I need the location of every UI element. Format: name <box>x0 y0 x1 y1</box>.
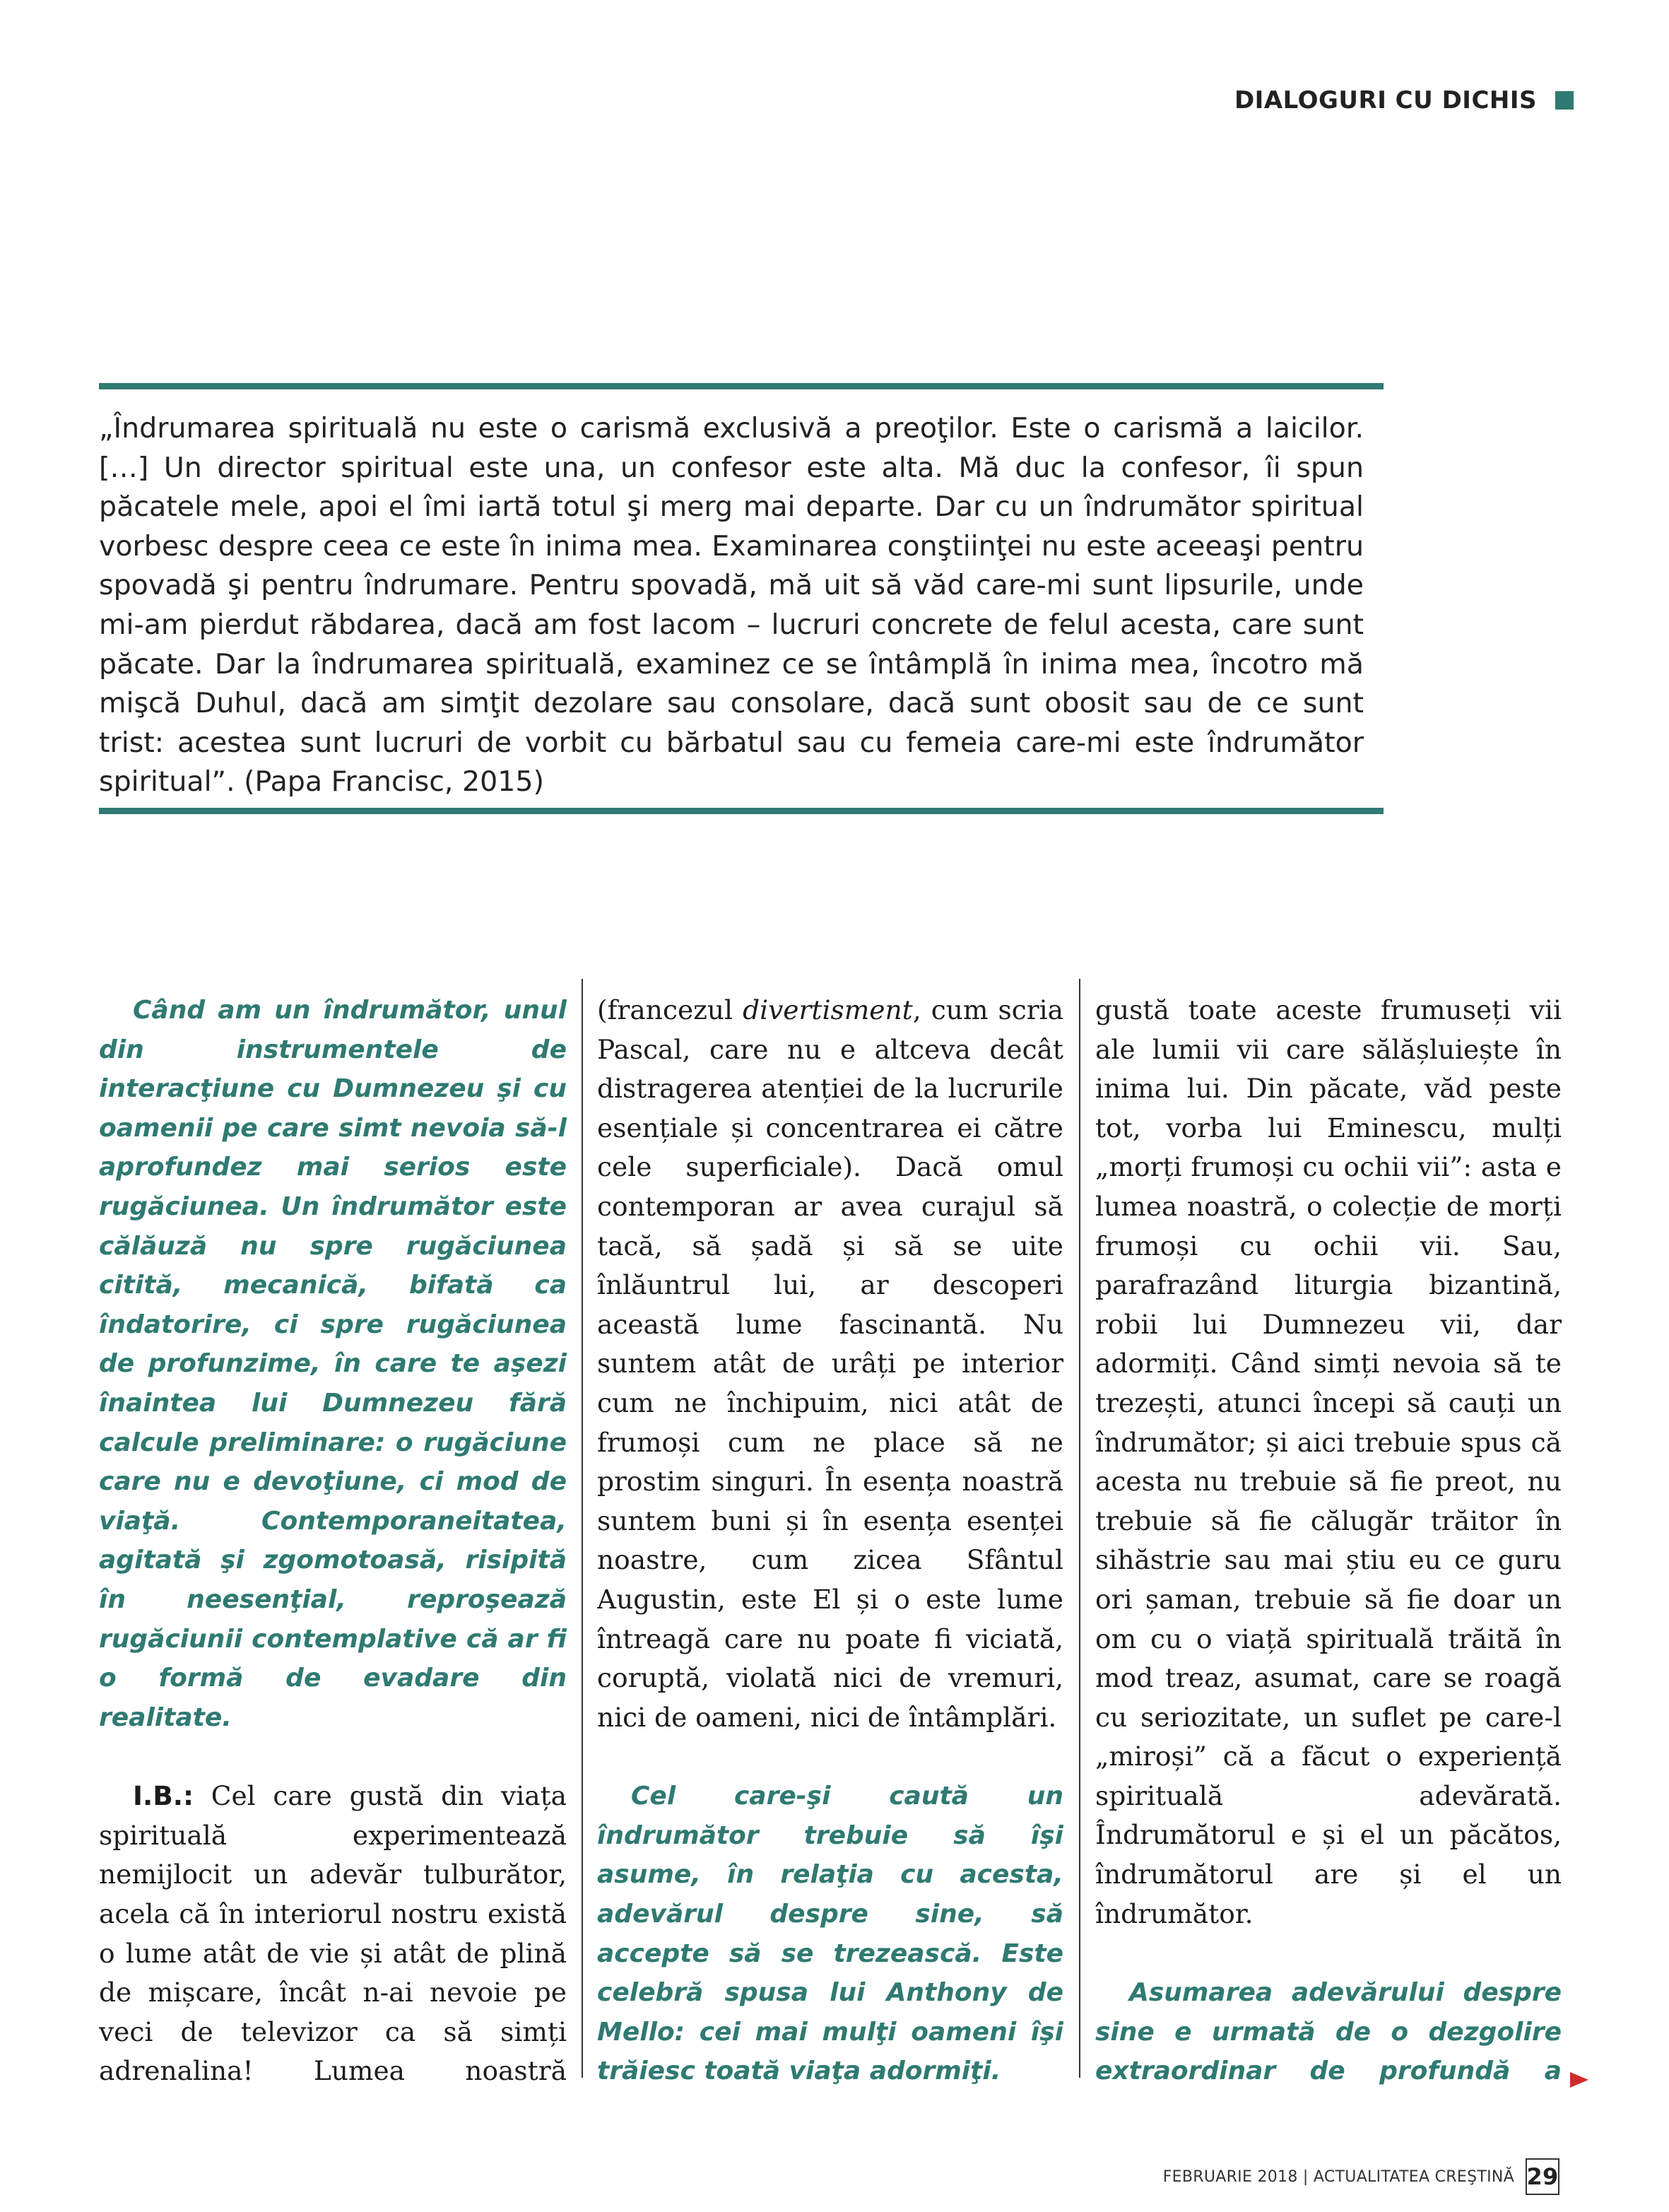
issue-label: FEBRUARIE 2018 | ACTUALITATEA CREŞTINĂ <box>1162 2167 1514 2186</box>
interviewee-answer-continued: gustă toate aceste frumuseți vii ale lumii vii care sălășluiește în inima lui. Din păcate, văd peste tot, vorba lui Eminescu, mulți „morți frumoși cu ochii vii”: asta e lumea noastră, o colecție de morți frumoși cu ochii vii. Sau, parafrazând liturgia bizantină, robii lui Dumnezeu vii, dar adormiți. Când simți nevoia să te trezești, atunci începi să cauți un îndrumător; și aici trebuie spus că acesta nu trebuie să fie preot, nu trebuie să fie călugăr trăitor în sihăstrie sau mai știu eu ce guru ori șaman, trebuie să fie doar un om cu o viață spirituală trăită în mod treaz, asumat, care se roagă cu seriozitate, un suflet pe care-l „miroși” că a făcut o experiență spirituală adevărată. Îndrumătorul e și el un păcătos, îndrumătorul are și el un îndrumător. <box>1095 994 1562 1929</box>
interviewer-question: Cel care-şi caută un îndrumător trebuie să îşi asume, în relaţia cu acesta, adevărul despre sine, să accepte să se trezească. Este celebră spusa lui Anthony de Mello: cei mai mulţi oameni îşi trăiesc toată viaţa adormiţi. <box>597 1782 1063 2086</box>
column-divider <box>582 979 583 2078</box>
pull-quote-text: „Îndrumarea spirituală nu este o carismă exclusivă a preoţilor. Este o carismă a laicilor. […] Un director spiritual este una, un confesor este alta. Mă duc la confesor, îi spun păcatele mele, apoi el îmi iartă totul şi merg mai departe. Dar cu un îndrumător spiritual vorbesc despre ceea ce este în inima mea. Examinarea conştiinţei nu este aceeaşi pentru spovadă şi pentru îndrumare. Pentru spovadă, mă uit să văd care-mi sunt lipsurile, unde mi-am pierdut răbdarea, dacă am fost lacom – lucruri concrete de felul acesta, care sunt păcate. Dar la îndrumarea spirituală, examinez ce se întâmplă în inima mea, încotro mă mişcă Duhul, dacă am simţit dezolare sau consolare, dacă sunt obosit sau de ce sunt trist: acestea sunt lucruri de vorbit cu bărbatul sau cu femeia care-mi este îndrumător spiritual”. (Papa Francisc, 2015) <box>99 412 1364 799</box>
continue-arrow-icon <box>1570 2072 1588 2088</box>
page-footer <box>1163 2158 1559 2195</box>
answer-text: (francezul <box>597 994 743 1025</box>
column-divider <box>1079 979 1080 2078</box>
section-square-icon <box>1555 91 1574 110</box>
text-column-2 <box>597 991 1063 2086</box>
text-column-1 <box>99 991 567 2086</box>
page-number: 29 <box>1526 2158 1559 2195</box>
italic-term: divertisment <box>743 994 913 1025</box>
interviewee-answer <box>99 1777 567 2086</box>
speaker-label: I.B.: <box>133 1780 194 1812</box>
pull-quote <box>99 383 1384 814</box>
interviewer-question: Când am un îndrumător, unul din instrumentele de interacţiune cu Dumnezeu şi cu oamenii pe care simt nevoia să-l aprofundez mai serios este rugăciunea. Un îndrumător este călăuză nu spre rugăciunea citită, mecanică, bifată ca îndatorire, ci spre rugăciunea de profunzime, în care te aşezi înaintea lui Dumnezeu fără calcule preliminare: o rugăciune care nu e devoţiune, ci mod de viaţă. Contemporaneitatea, agitată şi zgomotoasă, risipită în neesenţial, reproşează rugăciunii contemplative că ar fi o formă de evadare din realitate. <box>99 996 567 1732</box>
interviewer-question: Asumarea adevărului despre sine e urmată de o dezgolire extraordinar de profundă a <box>1095 1978 1562 2086</box>
section-title: DIALOGURI CU DICHIS <box>1234 86 1537 114</box>
answer-text: , cum scria Pascal, care nu e altceva decât distragerea atenției de la lucrurile esențiale și concentrarea ei către cele superficiale). Dacă omul contemporan ar avea curajul să tacă, să șadă și să se uite înlăuntrul lui, ar descoperi această lume fascinantă. Nu suntem atât de urâți pe interior cum ne închipuim, nici atât de frumoși cum ne place să ne prostim singuri. În esența noastră suntem buni și în esența esenței noastre, cum zicea Sfântul Augustin, este El și o este lume întreagă care nu poate fi viciată, coruptă, violată nici de vremuri, nici de oameni, nici de întâmplări. <box>597 994 1063 1733</box>
text-column-3 <box>1095 991 1562 2086</box>
answer-text: Cel care gustă din viața spirituală experimentează nemijlocit un adevăr tulburător, acela că în interiorul nostru există o lume atât de vie și atât de plină de mișcare, încât n-ai nevoie pe veci de televizor ca să simți adrenalina! Lumea noastră <box>99 1780 567 2086</box>
interviewee-answer-continued <box>597 991 1063 1737</box>
section-header <box>1234 83 1574 118</box>
